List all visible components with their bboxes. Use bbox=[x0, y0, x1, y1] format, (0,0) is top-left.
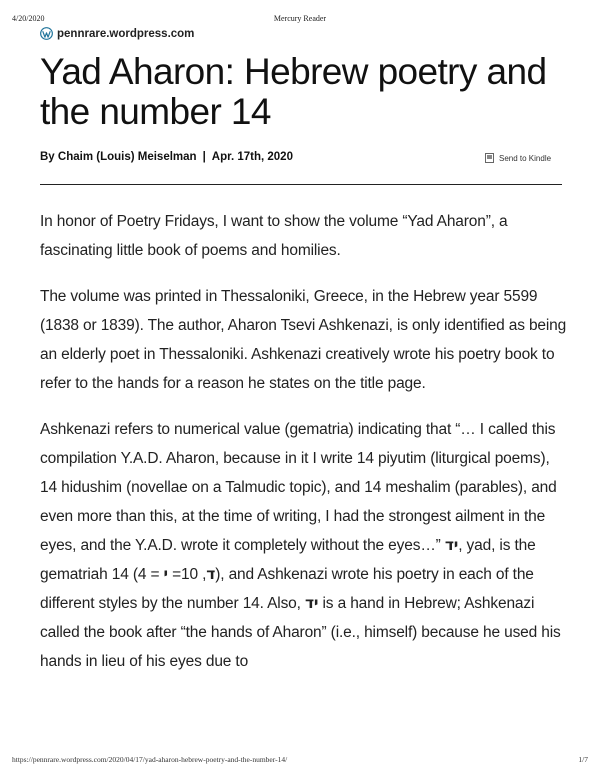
site-link[interactable] bbox=[40, 27, 194, 40]
print-url: https://pennrare.wordpress.com/2020/04/17/yad-aharon-hebrew-poetry-and-the-number-14/ bbox=[12, 755, 288, 764]
paragraph-1: In honor of Poetry Fridays, I want to show the volume “Yad Aharon”, a fascinating little book of poems and homilies. bbox=[40, 213, 508, 259]
author: By Chaim (Louis) Meiselman bbox=[40, 151, 197, 163]
kindle-icon bbox=[485, 153, 494, 163]
hebrew-yad: יד bbox=[444, 536, 459, 554]
print-page-number: 1/7 bbox=[578, 755, 588, 764]
header-divider bbox=[40, 184, 562, 185]
send-to-kindle-button[interactable] bbox=[485, 153, 551, 163]
send-to-kindle-label: Send to Kindle bbox=[499, 153, 552, 163]
hebrew-yad-2: יד bbox=[304, 594, 319, 612]
paragraph-3 bbox=[40, 415, 570, 676]
paragraph-3-text-c: , 10= bbox=[167, 566, 207, 583]
print-date: 4/20/2020 bbox=[12, 14, 45, 23]
site-domain[interactable]: pennrare.wordpress.com bbox=[57, 27, 195, 40]
wordpress-icon bbox=[40, 27, 53, 40]
publish-date: Apr. 17th, 2020 bbox=[211, 151, 293, 163]
print-footer bbox=[0, 753, 600, 773]
print-app-name: Mercury Reader bbox=[273, 14, 327, 23]
article-body bbox=[40, 207, 570, 693]
print-header bbox=[0, 0, 600, 24]
byline bbox=[40, 151, 560, 167]
paragraph-3-text-b: , yad, is the gematriah 14 (4 = bbox=[40, 537, 536, 583]
paragraph-2: The volume was printed in Thessaloniki, Greece, in the Hebrew year 5599 (1838 or 1839). The author, Aharon Tsevi Ashkenazi, is only identified as being an elderly poet in Thessaloniki. Ashkenazi creatively wrote his poetry book to refer to the hands for a reason he states on the title page. bbox=[40, 288, 567, 392]
byline-separator: | bbox=[202, 151, 206, 163]
paragraph-3-text-a: Ashkenazi refers to numerical value (gematria) indicating that “… I called this compilation Y.A.D. Aharon, because in it I write 14 piyutim (liturgical poems), 14 hidushim (novellae on a Talmudic topic), and 14 meshalim (parables), and even more than this, at the time of writing, I had the strongest ailment in the eyes, and the Y.A.D. wrote it completely without the eyes…” bbox=[40, 421, 557, 554]
hebrew-yod: י bbox=[163, 565, 168, 583]
paragraph-3-text-d: ), and Ashkenazi wrote his poetry in each of the different styles by the number 14. Also, bbox=[40, 566, 534, 612]
hebrew-dalet: ד bbox=[206, 565, 216, 583]
article-title: Yad Aharon: Hebrew poetry and the number 14 bbox=[40, 51, 547, 132]
paragraph-3-text-e: is a hand in Hebrew; Ashkenazi called the book after “the hands of Aharon” (i.e., himself) because he used his hands in lieu of his eyes due to bbox=[40, 595, 561, 670]
